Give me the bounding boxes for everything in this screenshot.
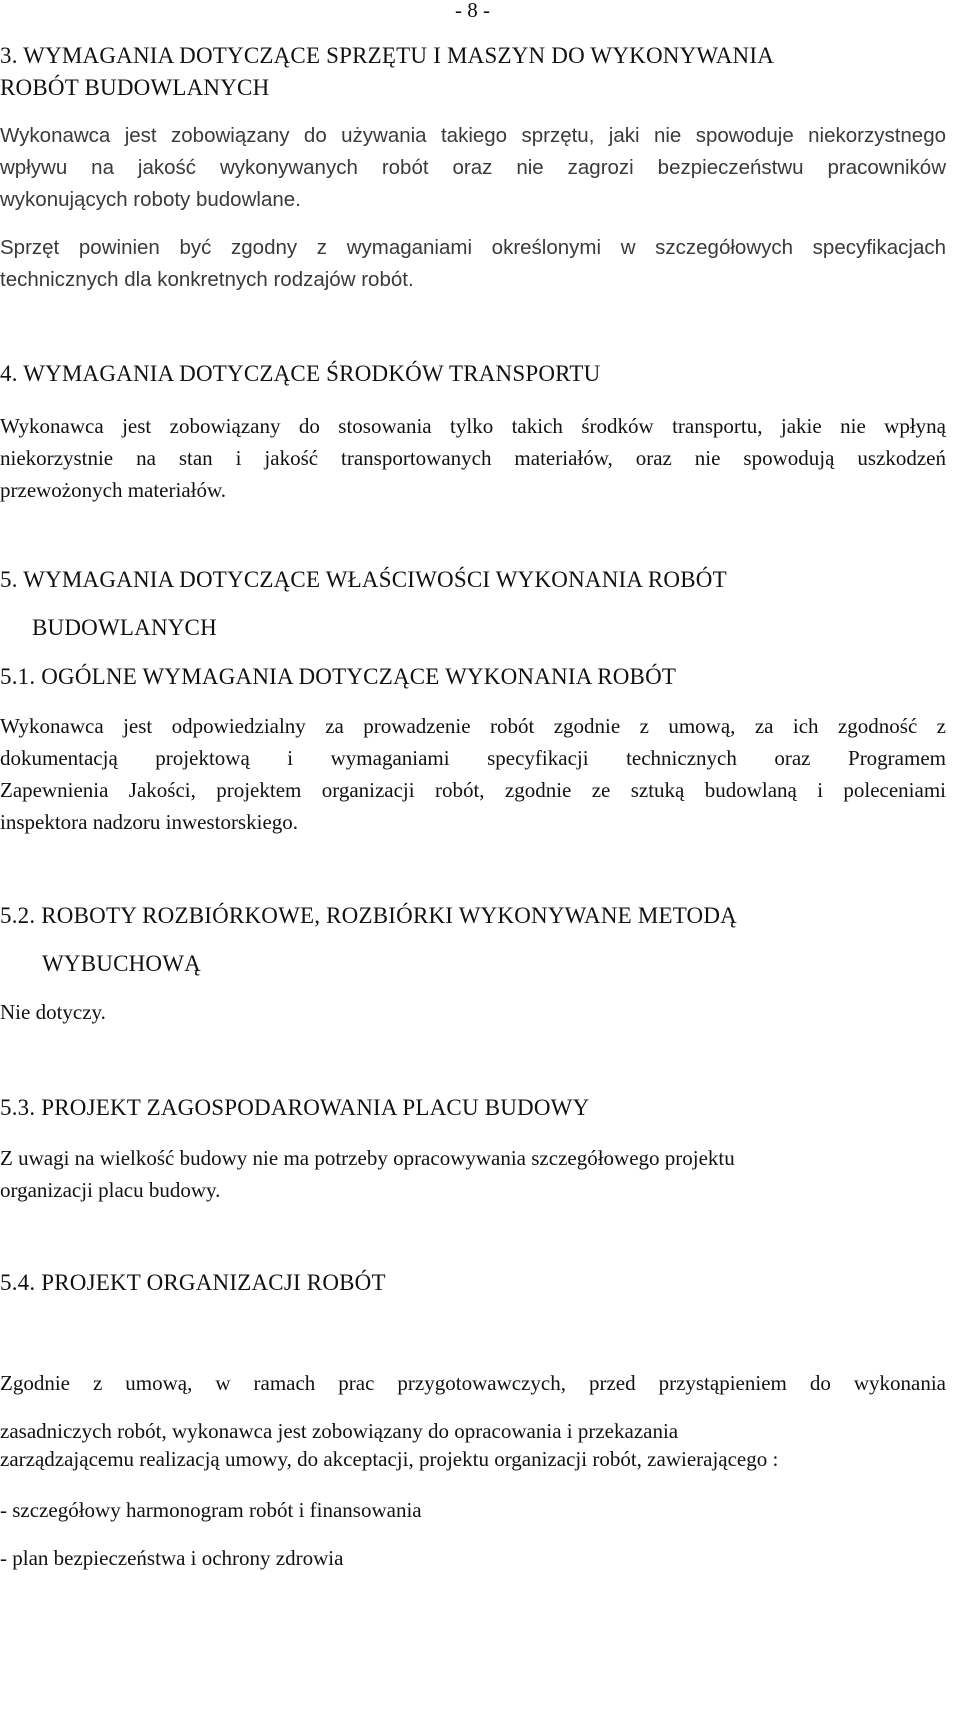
text-line: Zapewnienia Jakości, projektem organizacji robót, zgodnie ze sztuką budowlaną i poleceniami [0, 778, 946, 802]
text-line: zarządzającemu realizacją umowy, do akceptacji, projektu organizacji robót, zawierającego : [0, 1447, 779, 1471]
heading-line: BUDOWLANYCH [32, 615, 217, 640]
heading-line: 5. WYMAGANIA DOTYCZĄCE WŁAŚCIWOŚCI WYKONANIA ROBÓT [0, 567, 727, 592]
section-5-1-heading: 5.1. OGÓLNE WYMAGANIA DOTYCZĄCE WYKONANIA ROBÓT [0, 664, 677, 689]
text-line: przewożonych materiałów. [0, 478, 227, 502]
list-item: - szczegółowy harmonogram robót i finansowania [0, 1498, 422, 1522]
section-5-2-text: Nie dotyczy. [0, 1000, 106, 1024]
text-line: zasadniczych robót, wykonawca jest zobowiązany do opracowania i przekazania [0, 1419, 679, 1443]
heading-line: WYBUCHOWĄ [42, 951, 201, 976]
text-line: niekorzystnie na stan i jakość transportowanych materiałów, oraz nie spowodują uszkodzeń [0, 446, 946, 470]
section-5-3-heading: 5.3. PROJEKT ZAGOSPODAROWANIA PLACU BUDOWY [0, 1095, 590, 1120]
list-item: - plan bezpieczeństwa i ochrony zdrowia [0, 1546, 344, 1570]
text-line: Sprzęt powinien być zgodny z wymaganiami określonymi w szczegółowych specyfikacjach [0, 236, 946, 259]
text-line: Wykonawca jest odpowiedzialny za prowadzenie robót zgodnie z umową, za ich zgodność z [0, 714, 946, 738]
heading-line: 3. WYMAGANIA DOTYCZĄCE SPRZĘTU I MASZYN DO WYKONYWANIA [0, 43, 775, 68]
text-line: inspektora nadzoru inwestorskiego. [0, 810, 299, 834]
section-4-heading: 4. WYMAGANIA DOTYCZĄCE ŚRODKÓW TRANSPORTU [0, 361, 601, 386]
text-line: Wykonawca jest zobowiązany do stosowania tylko takich środków transportu, jakie nie wpłyną [0, 414, 946, 438]
text-line: organizacji placu budowy. [0, 1178, 221, 1202]
page-number: - 8 - [455, 0, 490, 22]
text-line: Z uwagi na wielkość budowy nie ma potrzeby opracowywania szczegółowego projektu [0, 1146, 735, 1170]
text-line: wpływu na jakość wykonywanych robót oraz nie zagrozi bezpieczeństwu pracowników [0, 156, 946, 179]
section-5-4-heading: 5.4. PROJEKT ORGANIZACJI ROBÓT [0, 1270, 386, 1295]
text-line: Zgodnie z umową, w ramach prac przygotowawczych, przed przystąpieniem do wykonania [0, 1371, 946, 1395]
text-line: dokumentacją projektową i wymaganiami specyfikacji technicznych oraz Programem [0, 746, 946, 770]
text-line: technicznych dla konkretnych rodzajów robót. [0, 268, 414, 291]
text-line: wykonujących roboty budowlane. [0, 188, 301, 211]
heading-line: 5.2. ROBOTY ROZBIÓRKOWE, ROZBIÓRKI WYKONYWANE METODĄ [0, 903, 737, 928]
heading-line: ROBÓT BUDOWLANYCH [0, 75, 270, 100]
text-line: Wykonawca jest zobowiązany do używania takiego sprzętu, jaki nie spowoduje niekorzystnego [0, 124, 946, 147]
